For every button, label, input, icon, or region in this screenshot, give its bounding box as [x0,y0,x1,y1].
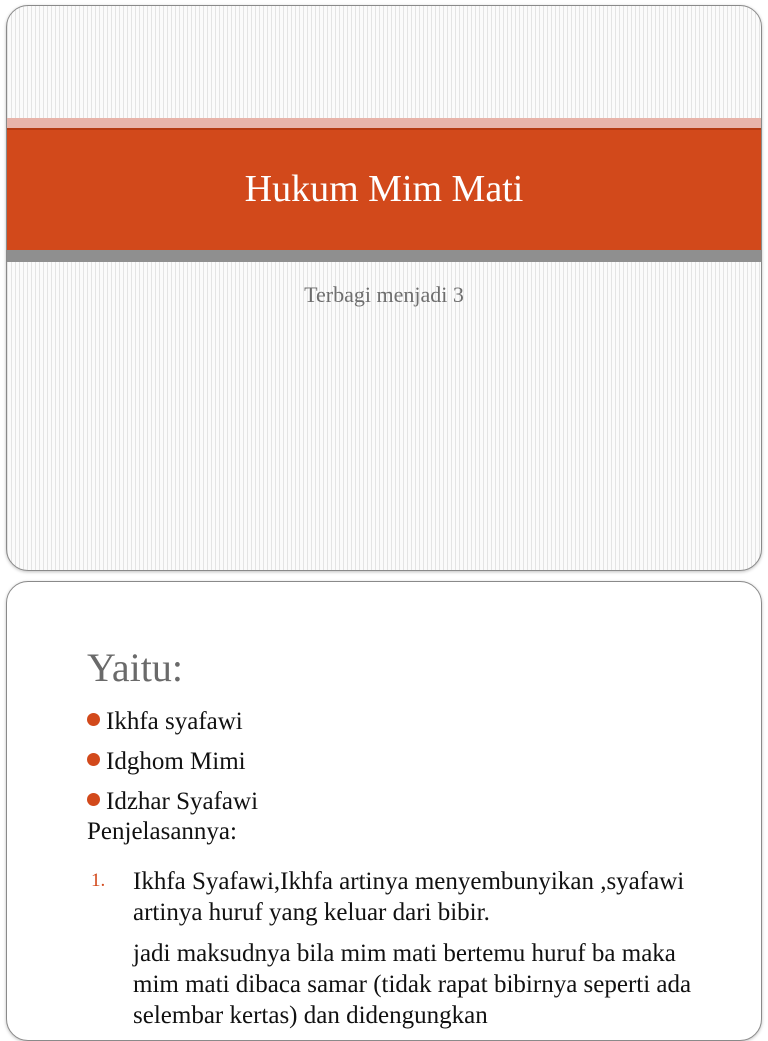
slide-heading: Yaitu: [87,645,183,690]
slide-title: Hukum Mim Mati [244,168,524,210]
slide-subtitle: Terbagi menjadi 3 [304,282,464,307]
accent-band-bottom [7,250,761,262]
numbered-list [87,866,727,1031]
list-number: 1. [91,870,106,891]
accent-band-top [7,118,761,128]
bullet-dot-icon [87,753,100,766]
bullet-dot-icon [87,713,100,726]
title-band [7,128,761,250]
explanation-label: Penjelasannya: [87,818,237,845]
title-slide [6,5,762,571]
numbered-item-detail: jadi maksudnya bila mim mati bertemu huruf ba maka mim mati dibaca samar (tidak rapat bibirnya seperti ada selembar kertas) dan didengungkan [133,940,692,1029]
bullet-text: Idghom Mimi [106,748,246,775]
bullet-item [87,702,258,742]
numbered-item-text: Ikhfa Syafawi,Ikhfa artinya menyembunyikan ,syafawi artinya huruf yang keluar dari bibir. [133,868,685,926]
bullet-item [87,782,258,822]
bullet-dot-icon [87,793,100,806]
content-slide [6,581,762,1041]
bullet-text: Ikhfa syafawi [106,708,243,735]
bullet-text: Idzhar Syafawi [106,788,259,815]
bullet-list [87,702,258,822]
bullet-item [87,742,258,782]
